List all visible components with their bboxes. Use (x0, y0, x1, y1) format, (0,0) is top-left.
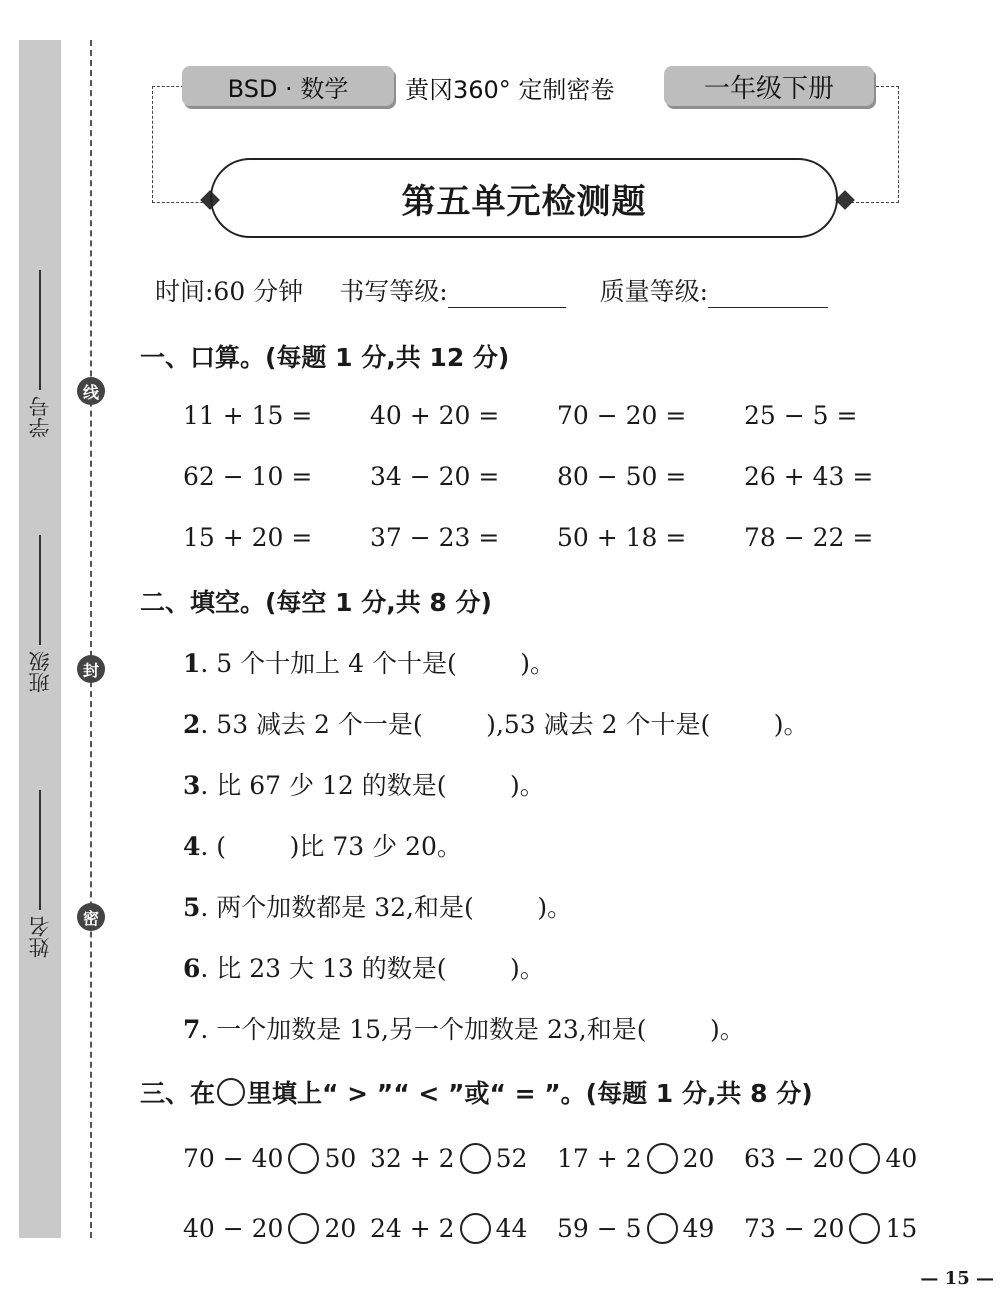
calc-item: 50 + 18 = (557, 523, 687, 552)
answer-circle[interactable] (849, 1143, 880, 1174)
compare-left: 17 + 2 (557, 1144, 642, 1173)
question-number: 4 (183, 832, 201, 861)
fill-question (183, 888, 572, 924)
fill-question (183, 766, 545, 802)
class-field (22, 535, 58, 693)
compare-left: 73 − 20 (744, 1214, 845, 1243)
calc-item: 37 − 23 = (370, 523, 500, 552)
answer-circle[interactable] (288, 1213, 319, 1244)
question-number: 1 (183, 649, 201, 678)
answer-circle[interactable] (849, 1213, 880, 1244)
question-number: 2 (183, 710, 201, 739)
compare-right: 49 (682, 1214, 715, 1243)
compare-row (183, 1213, 931, 1244)
question-text: . 比 67 少 12 的数是( )。 (200, 771, 545, 800)
compare-row (183, 1143, 931, 1174)
compare-item (370, 1213, 557, 1244)
compare-right: 20 (324, 1214, 357, 1243)
compare-left: 40 − 20 (183, 1214, 284, 1243)
compare-right: 20 (682, 1144, 715, 1173)
name-label: 姓名 (28, 916, 52, 958)
class-line (39, 535, 41, 645)
calc-item: 26 + 43 = (744, 462, 874, 491)
question-text: . ( )比 73 少 20。 (200, 832, 462, 861)
name-field (22, 790, 58, 958)
question-text: . 一个加数是 15,另一个加数是 23,和是( )。 (200, 1015, 745, 1044)
answer-circle[interactable] (288, 1143, 319, 1174)
compare-right: 44 (495, 1214, 528, 1243)
compare-item (557, 1213, 744, 1244)
brand-text: 黄冈360° 定制密卷 (405, 76, 615, 104)
compare-item (744, 1213, 931, 1244)
question-number: 6 (183, 954, 201, 983)
compare-right: 50 (324, 1144, 357, 1173)
question-text: . 53 减去 2 个一是( ),53 减去 2 个十是( )。 (200, 710, 809, 739)
question-number: 7 (183, 1015, 201, 1044)
calc-item: 11 + 15 = (183, 401, 313, 430)
page-number: — 15 — (920, 1268, 994, 1289)
compare-item (744, 1143, 931, 1174)
calc-item: 62 − 10 = (183, 462, 313, 491)
subject-pill: BSD · 数学 (182, 66, 394, 106)
answer-circle[interactable] (460, 1143, 491, 1174)
time-label: 时间:60 分钟 (155, 277, 304, 306)
compare-item (370, 1143, 557, 1174)
answer-circle[interactable] (460, 1213, 491, 1244)
answer-circle[interactable] (647, 1143, 678, 1174)
compare-right: 52 (495, 1144, 528, 1173)
question-text: . 5 个十加上 4 个十是( )。 (200, 649, 556, 678)
compare-left: 59 − 5 (557, 1214, 642, 1243)
fill-question (183, 1010, 745, 1046)
question-number: 3 (183, 771, 201, 800)
grade-pill: 一年级下册 (664, 66, 874, 106)
section3-heading-pre: 三、在 (140, 1079, 216, 1108)
seal-secret-mark: 密 (77, 903, 105, 931)
quality-grade-label: 质量等级: (599, 277, 709, 306)
section1-heading: 一、口算。(每题 1 分,共 12 分) (140, 343, 510, 372)
student-no-label: 学号 (28, 396, 52, 438)
calc-item: 15 + 20 = (183, 523, 313, 552)
class-label: 班级 (28, 651, 52, 693)
compare-left: 63 − 20 (744, 1144, 845, 1173)
calc-item: 70 − 20 = (557, 401, 687, 430)
seal-seal-mark: 封 (77, 655, 105, 683)
cut-line (90, 40, 92, 1238)
answer-circle[interactable] (647, 1213, 678, 1244)
compare-item (183, 1213, 370, 1244)
compare-right: 15 (885, 1214, 918, 1243)
section3-heading-post: 里填上“ > ”“ < ”或“ = ”。(每题 1 分,共 8 分) (247, 1079, 813, 1108)
compare-item (557, 1143, 744, 1174)
compare-right: 40 (885, 1144, 918, 1173)
compare-left: 70 − 40 (183, 1144, 284, 1173)
calc-row (183, 401, 931, 430)
question-text: . 两个加数都是 32,和是( )。 (200, 893, 573, 922)
student-no-line (39, 270, 41, 390)
compare-left: 24 + 2 (370, 1214, 455, 1243)
section2-heading: 二、填空。(每空 1 分,共 8 分) (140, 588, 492, 617)
calc-item: 80 − 50 = (557, 462, 687, 491)
student-no-field (22, 270, 58, 438)
name-line (39, 790, 41, 910)
circle-icon (217, 1078, 245, 1106)
compare-left: 32 + 2 (370, 1144, 455, 1173)
calc-row (183, 462, 931, 491)
writing-grade-label: 书写等级: (339, 277, 448, 306)
question-text: . 比 23 大 13 的数是( )。 (200, 954, 545, 983)
calc-item: 40 + 20 = (370, 401, 500, 430)
calc-row (183, 523, 931, 552)
compare-item (183, 1143, 370, 1174)
fill-question (183, 644, 555, 680)
writing-grade-blank (448, 277, 566, 308)
seal-line-mark: 线 (77, 377, 105, 405)
quality-grade-blank (708, 277, 828, 308)
fill-question (183, 949, 545, 985)
calc-item: 34 − 20 = (370, 462, 500, 491)
fill-question (183, 827, 462, 863)
page-title: 第五单元检测题 (210, 158, 838, 238)
section3-heading (140, 1074, 813, 1110)
calc-item: 78 − 22 = (744, 523, 874, 552)
question-number: 5 (183, 893, 201, 922)
fill-question (183, 705, 809, 741)
calc-item: 25 − 5 = (744, 401, 858, 430)
exam-info (155, 272, 915, 308)
